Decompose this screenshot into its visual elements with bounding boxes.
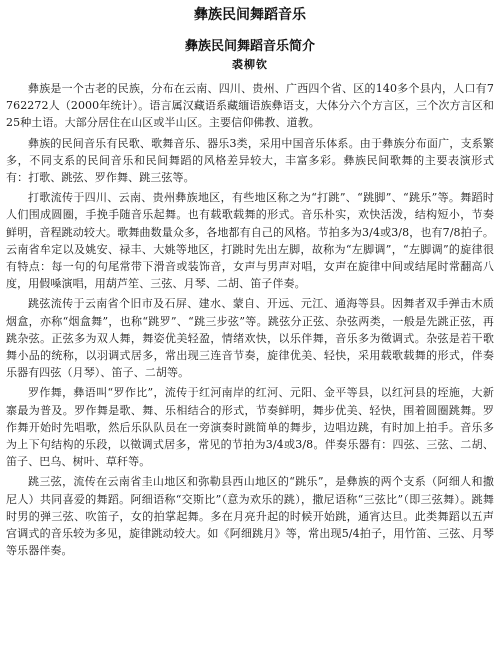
paragraph-tiaosanxian: 跳三弦，流传在云南省圭山地区和弥勒县西山地区的“跳乐”，是彝族的两个支系（阿细人和撒尼人）共同喜爱的舞蹈。阿细语称“交斯比”（意为欢乐的跳），撒尼语称“三弦比”（即三弦舞）。跳舞时男的弹三弦、吹笛子，女的拍掌起舞。多在月亮升起的时候开始跳，通宵达旦。此类舞蹈以五声宫调式的音乐较为多见，旋律跳动较大。如《阿细跳月》等，常出现5/4拍子，用竹笛、三弦、月琴等乐器伴奏。 [6,475,494,558]
article-body [6,80,494,559]
author-name: 裘柳钦 [232,58,268,71]
paragraph-music-types: 彝族的民间音乐有民歌、歌舞音乐、器乐3类，采用中国音乐体系。由于彝族分布面广，支系繁多，不同支系的民间音乐和民间舞蹈的风格差异较大，丰富多彩。彝族民间歌舞的主要表演形式有：打歌、跳弦、罗作舞、跳三弦等。 [6,136,494,185]
paragraph-tiaoxian: 跳弦流传于云南省个旧市及石屏、建水、蒙自、开远、元江、通海等县。因舞者双手弹击木质烟盒，亦称“烟盒舞”，也称“跳罗”、“跳三步弦”等。跳弦分正弦、杂弦两类，一般是先跳正弦，再跳杂弦。正弦多为双人舞，舞姿优美轻盈，情绪欢快，以乐伴舞，音乐多为徵调式。杂弦是若干歌舞小品的统称，以羽调式居多，常出现三连音节奏，旋律优美、轻快，采用载歌载舞的形式，伴奏乐器有四弦（月琴）、笛子、二胡等。 [6,297,494,380]
page-title: 彝族民间舞蹈音乐 [194,7,306,23]
article-subtitle: 彝族民间舞蹈音乐简介 [184,39,315,54]
paragraph-intro: 彝族是一个古老的民族，分布在云南、四川、贵州、广西四个省、区的140多个县内，人口有7762272人（2000年统计）。语言属汉藏语系藏缅语族彝语支，大体分六个方言区，三个次方言区和25种土语。大部分居住在山区或半山区。主要信仰佛教、道教。 [6,82,494,130]
paragraph-luozuo: 罗作舞，彝语叫“罗作比”，流传于红河南岸的红河、元阳、金平等县，以红河县的垤施，大新寨最为普及。罗作舞是歌、舞、乐相结合的形式，节奏鲜明，舞步优美、轻快，围着圆圈跳舞。罗作舞开始时先唱歌，然后乐队队员在一旁演奏时跳简单的舞步，边唱边跳，有时加上拍手。音乐多为上下句结构的乐段，以徵调式居多，常见的节拍为3/4或3/8。伴奏乐器有：四弦、三弦、二胡、笛子、巴乌、树叶、草秆等。 [6,386,494,469]
paragraph-dage: 打歌流传于四川、云南、贵州彝族地区，有些地区称之为“打跳”、“跳脚”、“跳乐”等。舞蹈时人们围成圆圈，手挽手随音乐起舞。也有载歌载舞的形式。音乐朴实，欢快活泼，结构短小，节奏鲜明，音程跳动较大。歌舞曲数量众多，各地都有自己的风格。节拍多为3/4或3/8，也有7/8拍子。云南省牟定以及姚安、禄丰、大姚等地区，打跳时先出左脚，故称为“左脚调”，“左脚调”的旋律很有特点：每一句的句尾常带下滑音或装饰音，女声与男声对唱，女声在旋律中间或结尾时常翻高八度，用假嗓演唱，用葫芦笙、三弦、月琴、二胡、笛子伴奏。 [6,191,494,291]
